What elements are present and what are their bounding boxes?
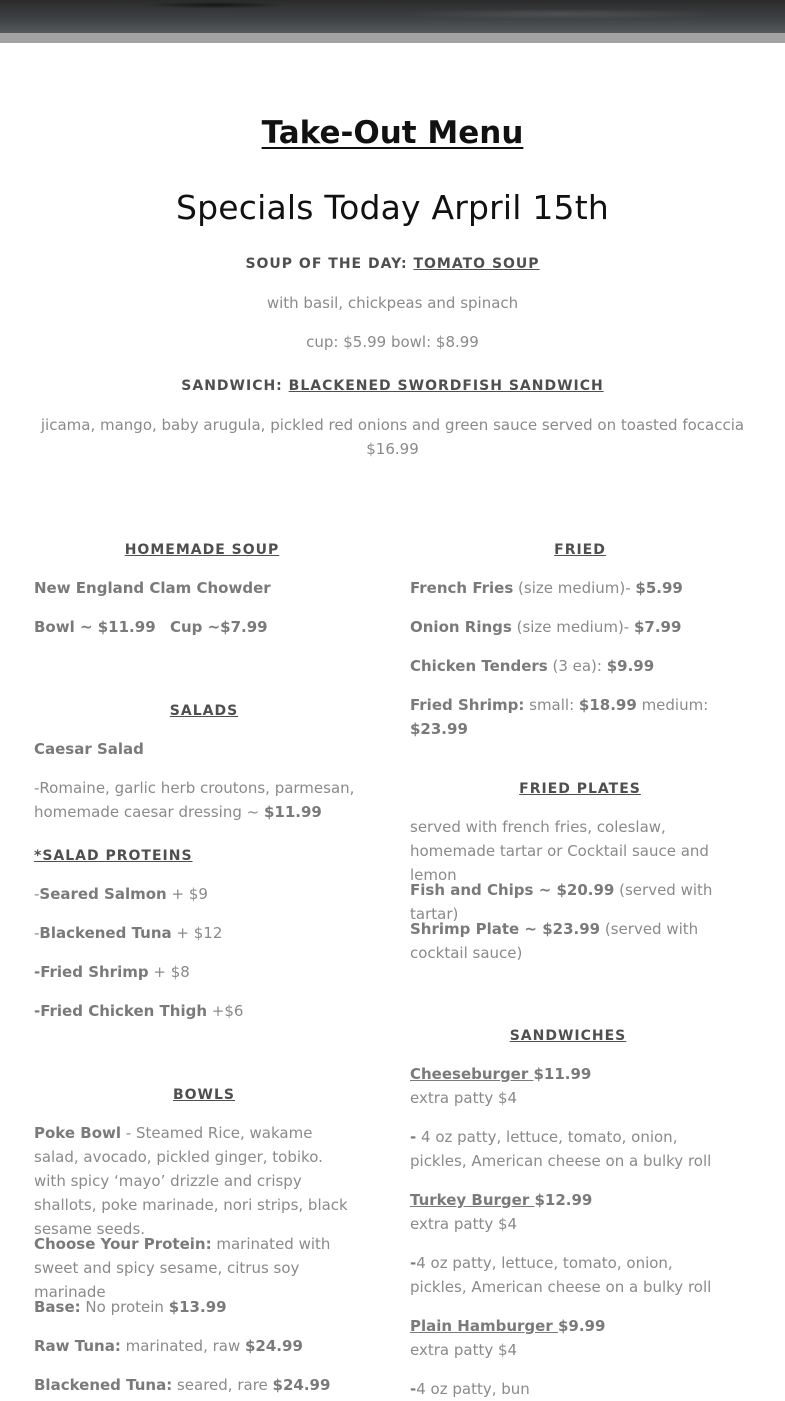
cheeseburger-item: Cheeseburger $11.99extra patty $4 — [410, 1065, 592, 1107]
cheeseburger-description: - 4 oz patty, lettuce, tomato, onion, pickles, American cheese on a bulky roll — [410, 1128, 712, 1170]
fried-item: Chicken Tenders (3 ea): $9.99 — [410, 657, 655, 675]
salads-heading: SALADS — [169, 703, 239, 719]
bowl-price: Bowl ~ $11.99 — [34, 618, 156, 636]
bowls-heading: BOWLS — [172, 1087, 236, 1103]
clam-chowder-prices — [34, 615, 364, 639]
soup-price: cup: $5.99 bowl: $8.99 — [306, 333, 479, 351]
soup-description: with basil, chickpeas and spinach — [266, 294, 519, 312]
base-item: Base: No protein $13.99 — [34, 1298, 227, 1316]
clam-chowder-item: New England Clam Chowder — [34, 579, 271, 597]
shrimp-plate-item: Shrimp Plate ~ $23.99 (served with cocktail sauce) — [410, 920, 699, 962]
header-image — [0, 0, 785, 33]
header-divider — [0, 33, 785, 43]
salad-proteins-heading: *SALAD PROTEINS — [34, 848, 193, 864]
blackened-tuna-item: Blackened Tuna: seared, rare $24.99 — [34, 1376, 331, 1394]
protein-item: -Fried Shrimp + $8 — [34, 963, 190, 981]
cup-price: Cup ~$7.99 — [169, 618, 268, 636]
fried-shrimp-item: Fried Shrimp: small: $18.99 medium: $23.99 — [410, 696, 709, 738]
turkey-burger-description: -4 oz patty, lettuce, tomato, onion, pickles, American cheese on a bulky roll — [410, 1254, 712, 1296]
fried-heading: FRIED — [554, 542, 606, 558]
sandwich-price: $16.99 — [366, 440, 419, 458]
sandwich-special-heading — [0, 378, 785, 394]
raw-tuna-item: Raw Tuna: marinated, raw $24.99 — [34, 1337, 303, 1355]
sandwich-label: SANDWICH: — [181, 378, 283, 394]
soup-name: TOMATO SOUP — [413, 256, 540, 272]
fish-and-chips-item: Fish and Chips ~ $20.99 (served with tartar) — [410, 881, 713, 923]
homemade-soup-heading: HOMEMADE SOUP — [124, 542, 280, 558]
sandwich-description: jicama, mango, baby arugula, pickled red onions and green sauce served on toasted focaccia — [40, 416, 745, 434]
fried-item: French Fries (size medium)- $5.99 — [410, 579, 683, 597]
caesar-salad-item: Caesar Salad — [34, 740, 144, 758]
page-title: Take-Out Menu — [261, 115, 524, 151]
poke-bowl-item: Poke Bowl - Steamed Rice, wakame salad, avocado, pickled ginger, tobiko. with spicy ‘mayo’ drizzle and crispy shallots, poke marinade, nori strips, black sesame seeds. — [34, 1124, 348, 1238]
fried-item: Onion Rings (size medium)- $7.99 — [410, 618, 682, 636]
sandwiches-heading: SANDWICHES — [509, 1028, 627, 1044]
protein-item: -Fried Chicken Thigh +$6 — [34, 1002, 244, 1020]
fried-plates-intro: served with french fries, coleslaw, homemade tartar or Cocktail sauce and lemon — [410, 818, 709, 884]
specials-title: Specials Today Arpril 15th — [175, 188, 610, 227]
protein-item: -Seared Salmon + $9 — [34, 885, 208, 903]
sandwich-name: BLACKENED SWORDFISH SANDWICH — [288, 378, 604, 394]
fried-plates-heading: FRIED PLATES — [519, 781, 641, 797]
plain-hamburger-description: -4 oz patty, bun — [410, 1380, 530, 1398]
choose-protein-item: Choose Your Protein: marinated with sweet and spicy sesame, citrus soy marinade — [34, 1235, 331, 1301]
soup-label: SOUP OF THE DAY: — [245, 256, 408, 272]
turkey-burger-item: Turkey Burger $12.99extra patty $4 — [410, 1191, 593, 1233]
plain-hamburger-item: Plain Hamburger $9.99extra patty $4 — [410, 1317, 606, 1359]
caesar-salad-description: -Romaine, garlic herb croutons, parmesan, homemade caesar dressing ~ $11.99 — [34, 779, 355, 821]
soup-of-the-day-heading — [0, 256, 785, 272]
protein-item: -Blackened Tuna + $12 — [34, 924, 223, 942]
caesar-salad-price: $11.99 — [263, 803, 322, 821]
